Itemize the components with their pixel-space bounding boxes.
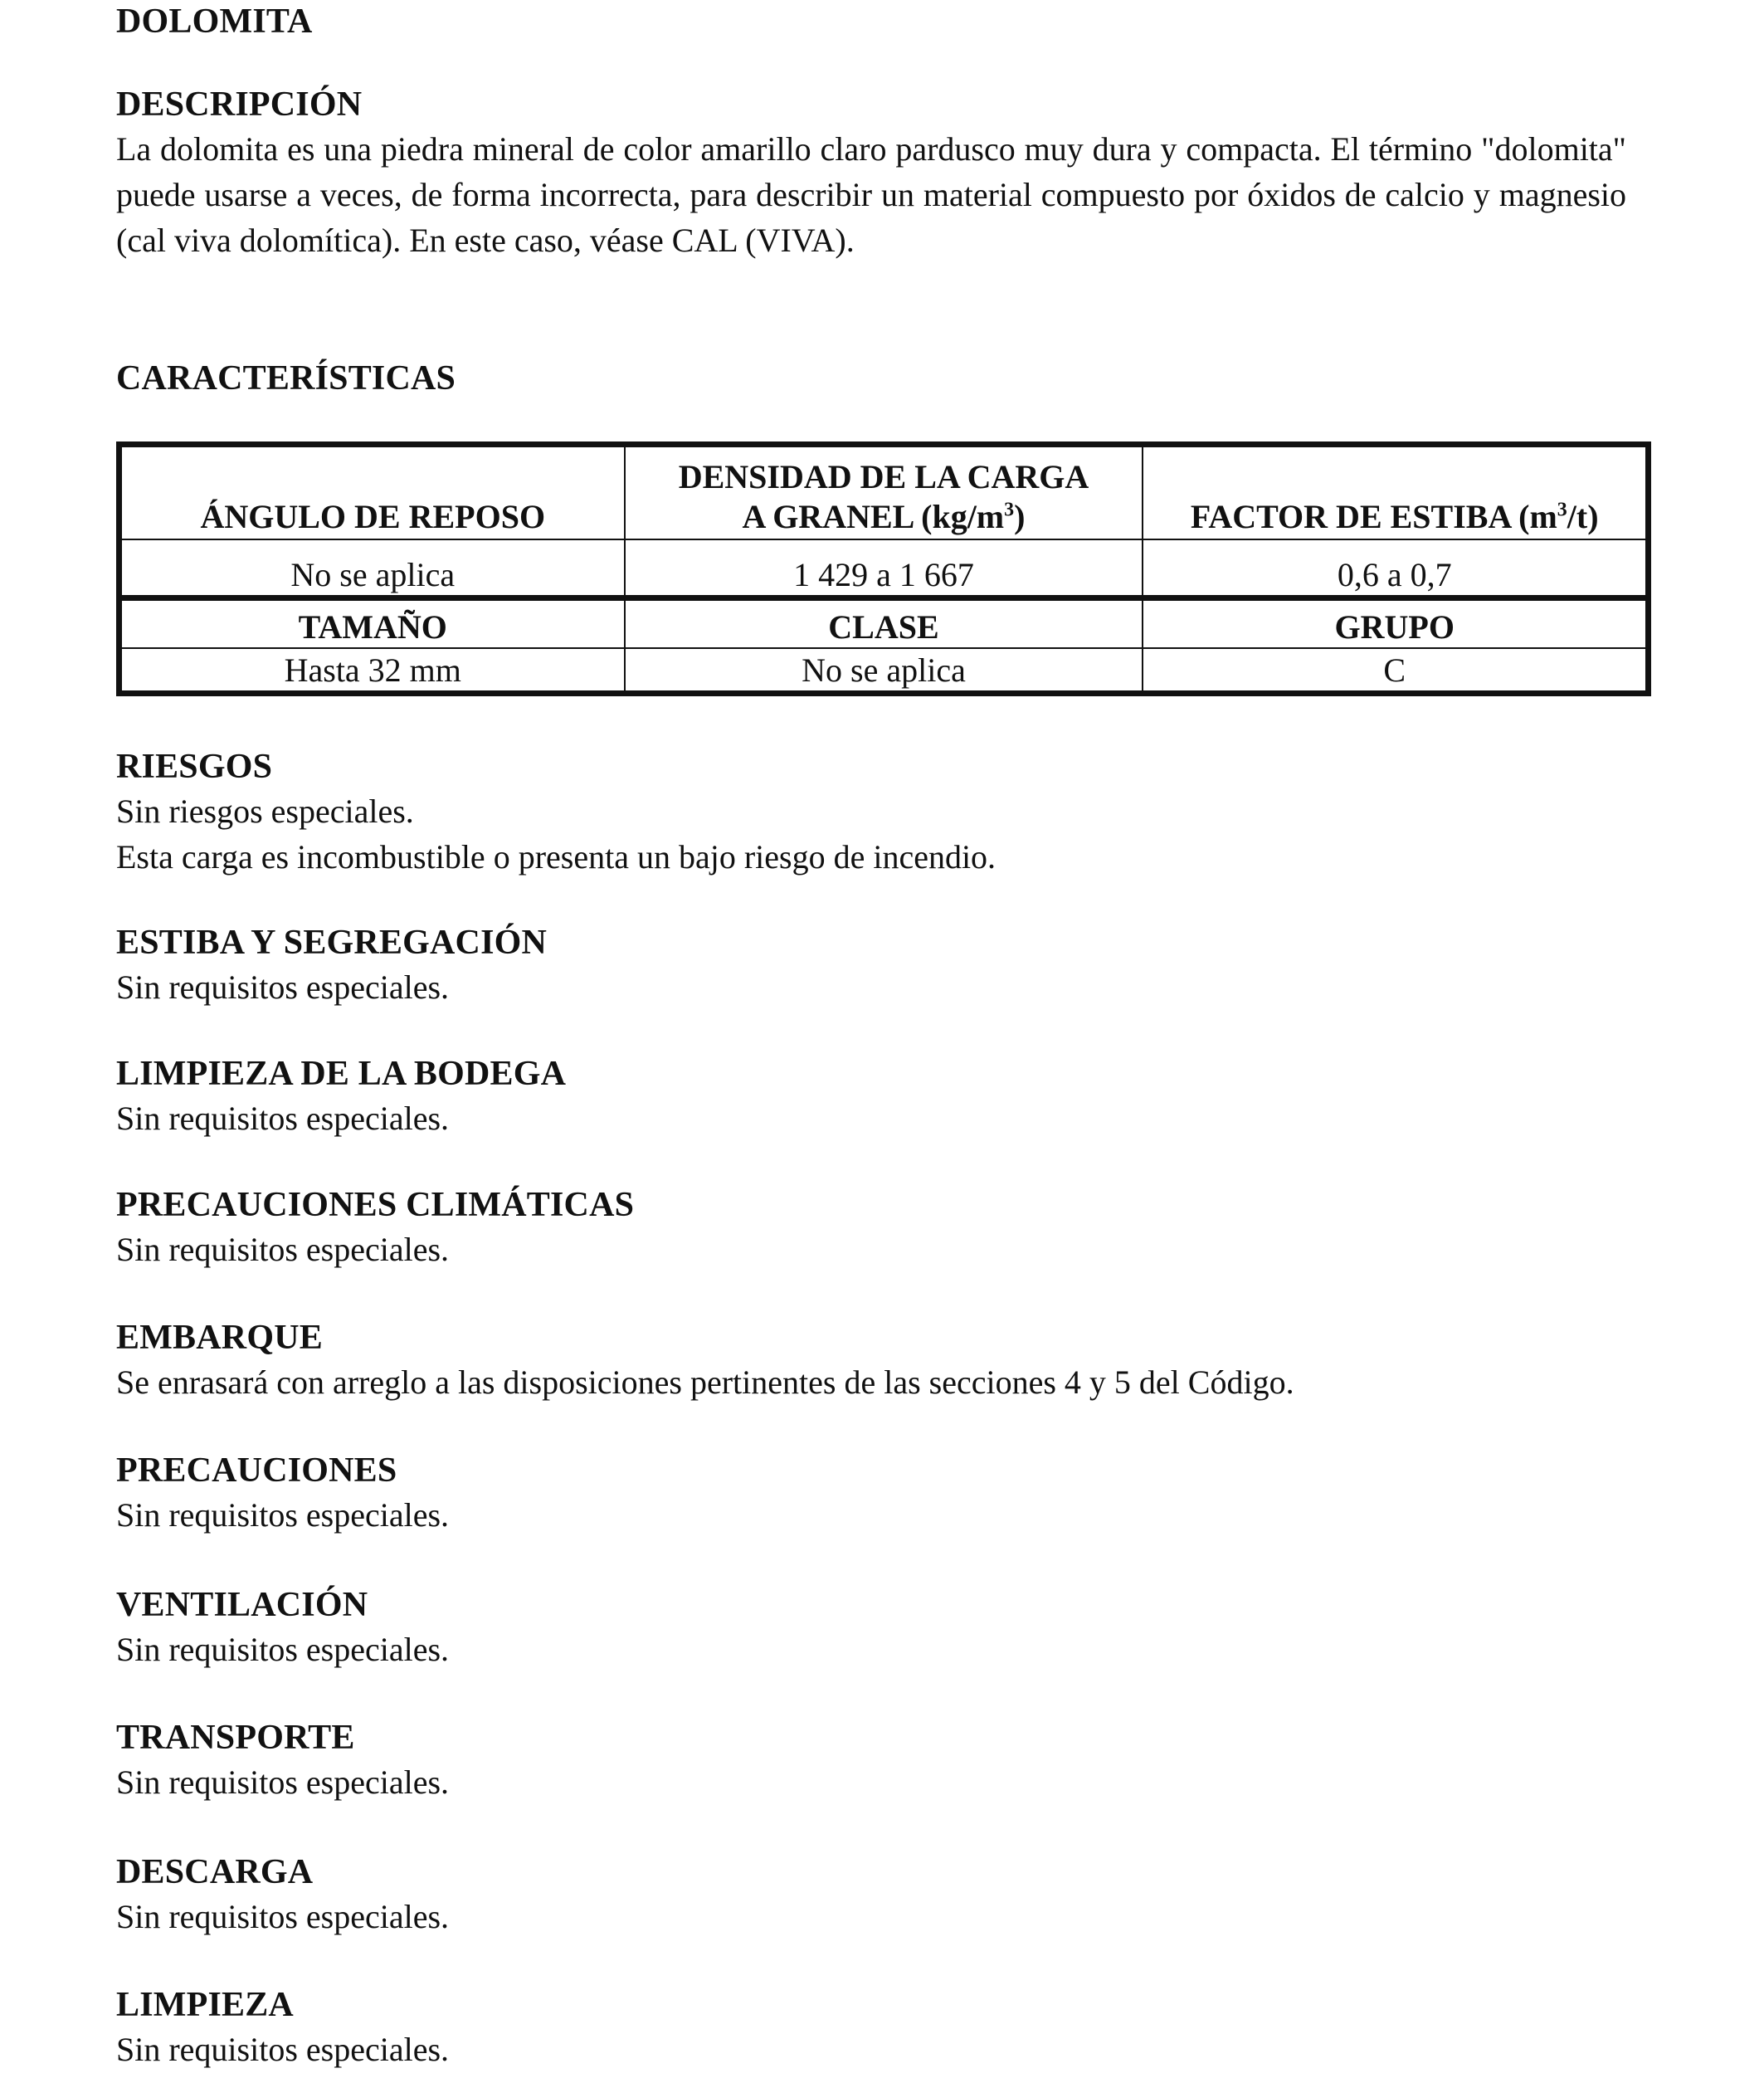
section-limpieza-bodega (116, 1052, 1626, 1141)
section-riesgos (116, 745, 1626, 880)
header-tamano: TAMAÑO (121, 598, 625, 649)
section-estiba (116, 921, 1626, 1010)
cell-grupo-value: C (1143, 648, 1646, 691)
table-header-row-2 (121, 598, 1646, 649)
riesgos-line-2: Esta carga es incombustible o presenta un bajo riesgo de incendio. (116, 838, 997, 876)
cell-factor-value: 0,6 a 0,7 (1143, 539, 1646, 598)
cell-angulo-value: No se aplica (121, 539, 625, 598)
section-heading-transporte: TRANSPORTE (116, 1719, 355, 1757)
section-descripcion (116, 83, 1626, 263)
section-heading-ventilacion: VENTILACIÓN (116, 1586, 368, 1624)
limpieza-text: Sin requisitos especiales. (116, 2031, 450, 2068)
section-heading-precauciones: PRECAUCIONES (116, 1451, 397, 1490)
header-clase: CLASE (625, 598, 1143, 649)
cell-densidad-value: 1 429 a 1 667 (625, 539, 1143, 598)
table-row (121, 648, 1646, 691)
document-title: DOLOMITA (116, 2, 313, 41)
section-heading-descripcion: DESCRIPCIÓN (116, 85, 363, 124)
header-densidad: DENSIDAD DE LA CARGA A GRANEL $(kg/m^3)$ (625, 446, 1143, 539)
section-heading-caracteristicas: CARACTERÍSTICAS (116, 359, 456, 398)
cell-tamano-value: Hasta 32 mm (121, 648, 625, 691)
header-factor-estiba: FACTOR DE ESTIBA $(m^3/t)$ (1143, 446, 1646, 539)
section-heading-limpieza: LIMPIEZA (116, 1986, 294, 2024)
section-caracteristicas (116, 357, 1626, 400)
section-climaticas (116, 1183, 1626, 1272)
section-heading-descarga: DESCARGA (116, 1853, 314, 1891)
descripcion-text: La dolomita es una piedra mineral de color amarillo claro pardusco muy dura y compacta. El término "dolomita" puede usarse a veces, de forma incorrecta, para describir un material compuesto por óxidos de calcio y magnesio (cal viva dolomítica). En este caso, véase CAL (VIVA). (116, 130, 1626, 259)
table-row (121, 539, 1646, 598)
section-heading-embarque: EMBARQUE (116, 1319, 323, 1357)
section-heading-riesgos: RIESGOS (116, 748, 273, 786)
precauciones-text: Sin requisitos especiales. (116, 1496, 450, 1534)
section-limpieza (116, 1983, 1626, 2072)
section-ventilacion (116, 1583, 1626, 1672)
header-angulo-reposo: ÁNGULO DE REPOSO (121, 446, 625, 539)
header-grupo: GRUPO (1143, 598, 1646, 649)
table-header-row (121, 446, 1646, 539)
section-heading-limpieza-bodega: LIMPIEZA DE LA BODEGA (116, 1055, 567, 1093)
section-heading-climaticas: PRECAUCIONES CLIMÁTICAS (116, 1186, 635, 1224)
transporte-text: Sin requisitos especiales. (116, 1763, 450, 1801)
cell-clase-value: No se aplica (625, 648, 1143, 691)
ventilacion-text: Sin requisitos especiales. (116, 1631, 450, 1668)
section-precauciones (116, 1449, 1626, 1538)
riesgos-line-1: Sin riesgos especiales. (116, 793, 414, 830)
section-descarga (116, 1851, 1626, 1939)
estiba-text: Sin requisitos especiales. (116, 968, 450, 1006)
section-heading-estiba: ESTIBA Y SEGREGACIÓN (116, 924, 548, 962)
characteristics-table (116, 441, 1651, 696)
descarga-text: Sin requisitos especiales. (116, 1898, 450, 1935)
section-transporte (116, 1716, 1626, 1805)
section-embarque (116, 1316, 1626, 1405)
embarque-text: Se enrasará con arreglo a las disposiciones pertinentes de las secciones 4 y 5 del Código. (116, 1363, 1294, 1401)
limpieza-bodega-text: Sin requisitos especiales. (116, 1100, 450, 1137)
climaticas-text: Sin requisitos especiales. (116, 1231, 450, 1268)
